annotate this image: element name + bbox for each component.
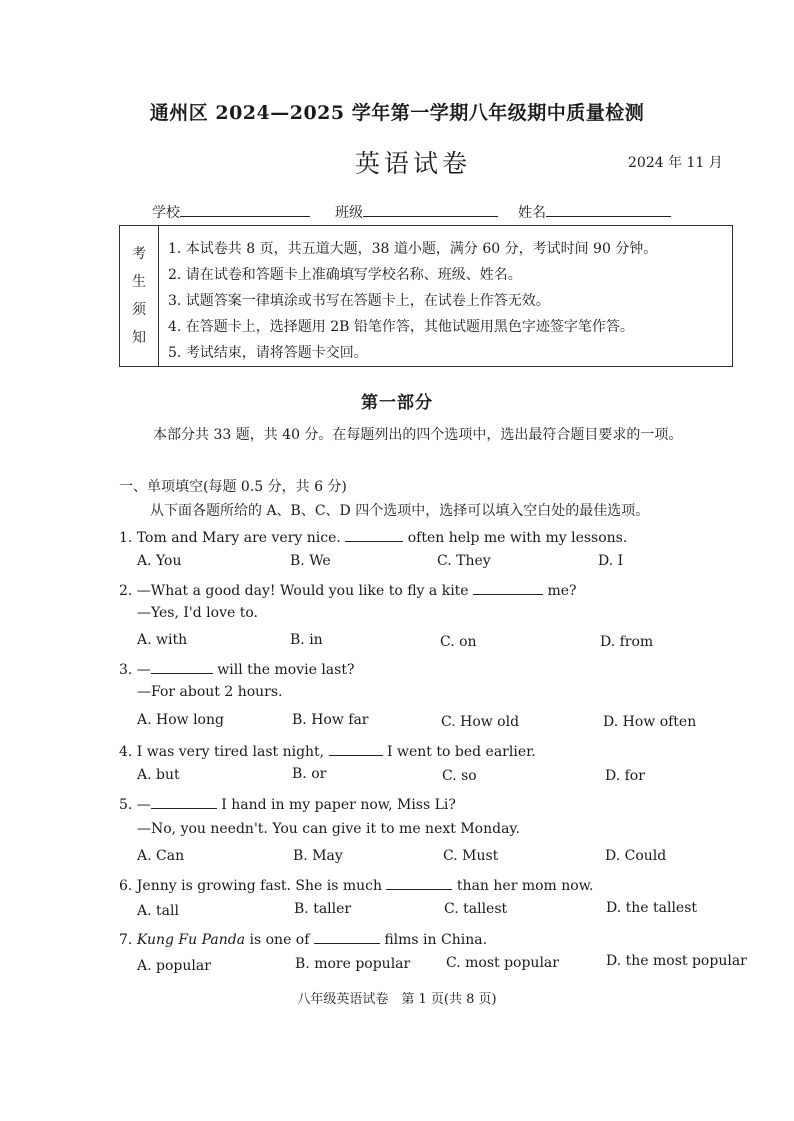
notice-item: 5. 考试结束，请将答题卡交回。 [168,345,368,361]
option: D. the tallest [606,900,698,916]
notice-label: 考 生 须 知 [120,226,159,366]
question-6: 6. Jenny is growing fast. She is much than her mom now. [119,875,593,894]
question-4: 4. I was very tired last night, I went to bed earlier. [119,741,536,760]
option: B. or [292,766,327,782]
option: D. I [598,553,624,569]
school-label: 学校 [152,205,180,221]
option: C. so [442,768,477,784]
school-field [152,202,310,222]
option: A. tall [137,903,179,919]
question-3-reply: —For about 2 hours. [137,684,283,700]
question-3: 3. — will the movie last? [119,659,354,678]
section-heading: 一、单项填空(每题 0.5 分，共 6 分) [119,479,347,495]
exam-subtitle: 英语试卷 [355,149,472,178]
option: C. on [440,634,477,650]
notice-item: 2. 请在试卷和答题卡上准确填写学校名称、班级、姓名。 [168,267,522,283]
option: A. with [137,632,188,648]
option: A. How long [137,712,224,728]
option: A. You [137,553,182,569]
class-label: 班级 [335,205,363,221]
option: D. Could [605,848,667,864]
option: D. How often [603,714,697,730]
notice-item: 3. 试题答案一律填涂或书写在答题卡上，在试卷上作答无效。 [168,293,550,309]
option: B. We [290,553,331,569]
option: A. popular [137,958,211,974]
question-7: 7. Kung Fu Panda is one of films in China. [119,929,487,948]
part-title: 第一部分 [361,393,433,413]
option: B. May [293,848,343,864]
option: C. They [437,553,491,569]
question-2: 2. —What a good day! Would you like to fly a kite me? [119,580,577,599]
notice-item: 1. 本试卷共 8 页，共五道大题，38 道小题，满分 60 分，考试时间 90 分钟。 [168,241,658,257]
part-intro: 本部分共 33 题，共 40 分。在每题列出的四个选项中，选出最符合题目要求的一项。 [153,427,683,443]
name-blank [546,202,671,217]
notice-items [168,236,657,366]
exam-date: 2024 年 11 月 [628,155,723,171]
notice-box [119,225,733,367]
option: C. Must [443,848,499,864]
option: D. from [600,634,654,650]
school-blank [180,202,310,217]
option: B. taller [294,901,352,917]
option: B. more popular [295,956,411,972]
class-field [335,202,498,222]
option: C. tallest [444,901,508,917]
question-5-reply: —No, you needn't. You can give it to me next Monday. [137,821,520,837]
film-title: Kung Fu Panda [136,932,246,948]
option: A. but [137,767,180,783]
option: C. How old [441,714,520,730]
option: B. in [290,632,323,648]
name-field [518,202,671,222]
page-footer: 八年级英语试卷 第 1 页(共 8 页) [297,992,497,1007]
class-blank [363,202,498,217]
option: B. How far [292,712,369,728]
exam-title: 通州区 2024—2025 学年第一学期八年级期中质量检测 [149,102,645,124]
question-5: 5. — I hand in my paper now, Miss Li? [119,794,456,813]
option: D. for [605,768,645,784]
option: C. most popular [446,955,559,971]
option: D. the most popular [606,953,747,969]
question-2-reply: —Yes, I'd love to. [137,605,258,621]
name-label: 姓名 [518,205,546,221]
notice-item: 4. 在答题卡上，选择题用 2B 铅笔作答，其他试题用黑色字迹签字笔作答。 [168,319,634,335]
question-1: 1. Tom and Mary are very nice. often help me with my lessons. [119,527,627,546]
option: A. Can [137,848,185,864]
section-instruction: 从下面各题所给的 A、B、C、D 四个选项中，选择可以填入空白处的最佳选项。 [150,503,650,519]
